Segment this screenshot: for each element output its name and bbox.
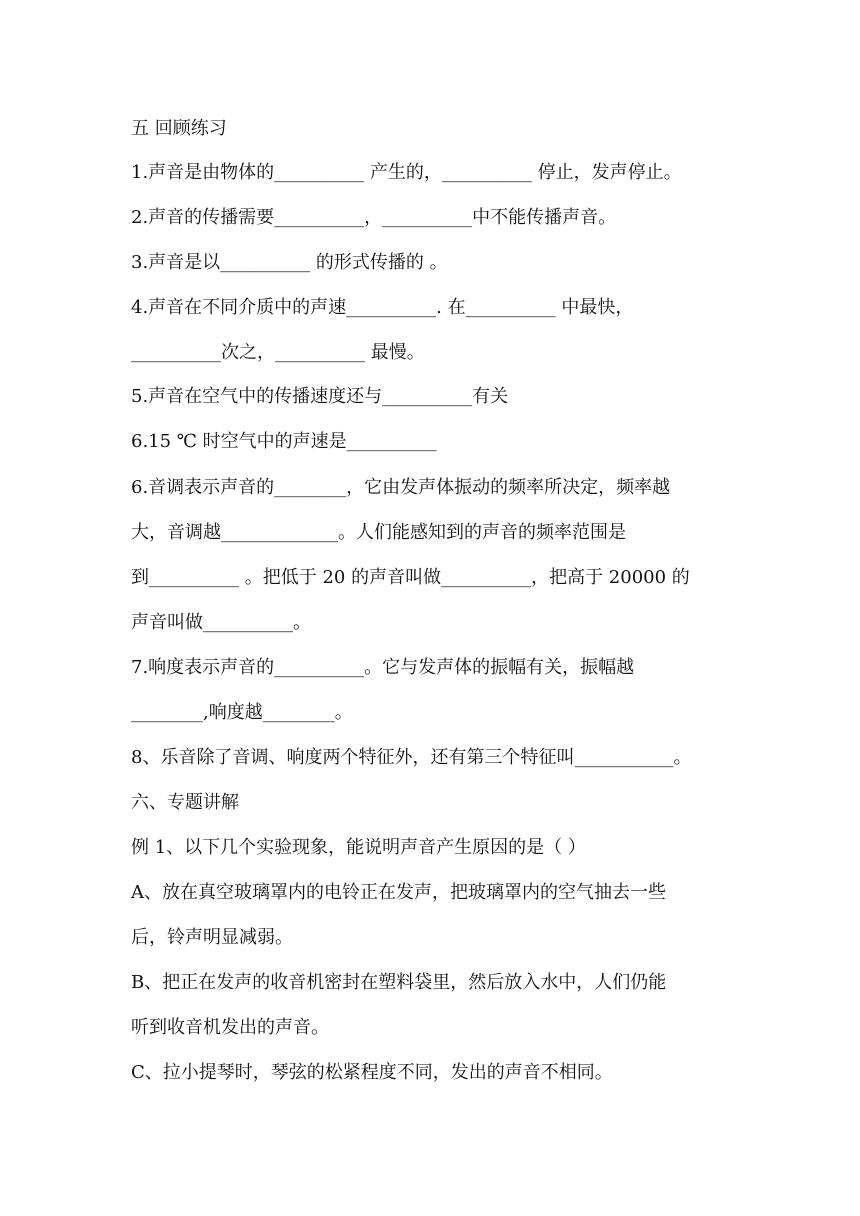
question-7-line-2: ________,响度越________。 xyxy=(131,702,353,723)
question-1: 1.声音是由物体的__________ 产生的，__________ 停止，发声停止。 xyxy=(131,162,682,183)
option-b-line-1: B、把正在发声的收音机密封在塑料袋里，然后放入水中，人们仍能 xyxy=(131,972,667,993)
option-b-line-2: 听到收音机发出的声音。 xyxy=(131,1017,329,1038)
question-6b-line-1: 6.音调表示声音的________，它由发声体振动的频率所决定，频率越 xyxy=(131,477,671,498)
example-1-question: 例 1、以下几个实验现象，能说明声音产生原因的是（ ） xyxy=(131,837,586,858)
question-6b-line-2: 大，音调越_____________。人们能感知到的声音的频率范围是 xyxy=(131,522,626,543)
question-6b-line-4: 声音叫做__________。 xyxy=(131,612,311,633)
question-6a: 6.15 ℃ 时空气中的声速是__________ xyxy=(131,431,437,452)
question-7-line-1: 7.响度表示声音的__________。它与发声体的振幅有关，振幅越 xyxy=(131,657,635,678)
option-a-line-1: A、放在真空玻璃罩内的电铃正在发声，把玻璃罩内的空气抽去一些 xyxy=(131,882,666,903)
section-heading-topics: 六、专题讲解 xyxy=(131,792,239,813)
section-heading-review: 五 回顾练习 xyxy=(131,118,227,139)
option-c: C、拉小提琴时，琴弦的松紧程度不同，发出的声音不相同。 xyxy=(131,1062,613,1083)
option-a-line-2: 后，铃声明显减弱。 xyxy=(131,927,293,948)
question-6b-line-3: 到__________ 。把低于 20 的声音叫做__________，把高于 20000 的 xyxy=(131,567,690,588)
question-5: 5.声音在空气中的传播速度还与__________有关 xyxy=(131,386,509,407)
question-8: 8、乐音除了音调、响度两个特征外，还有第三个特征叫___________。 xyxy=(131,747,692,768)
question-4-line-2: __________次之，__________ 最慢。 xyxy=(131,342,425,363)
question-3: 3.声音是以__________ 的形式传播的 。 xyxy=(131,252,448,273)
question-2: 2.声音的传播需要__________，__________中不能传播声音。 xyxy=(131,207,617,228)
question-4-line-1: 4.声音在不同介质中的声速__________. 在__________ 中最快， xyxy=(131,297,634,318)
